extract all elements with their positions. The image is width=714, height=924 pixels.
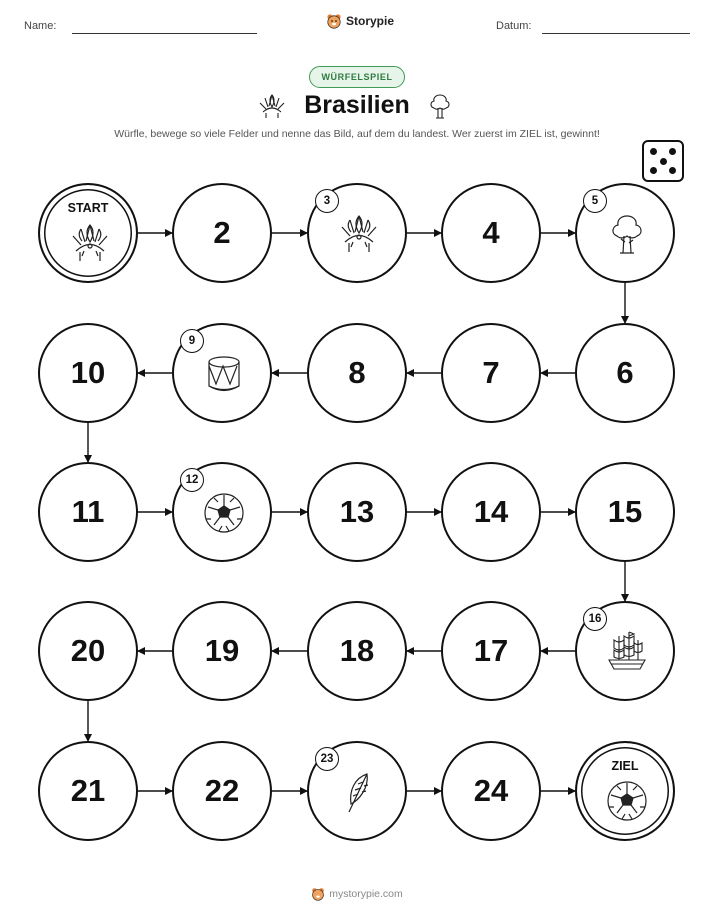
board-field-24[interactable]	[441, 741, 541, 841]
field-number: 11	[71, 494, 105, 529]
board-field-2[interactable]	[172, 183, 272, 283]
board-field-10[interactable]	[38, 323, 138, 423]
field-number: 7	[482, 355, 500, 390]
drum-icon	[202, 352, 246, 396]
field-number-badge: 12	[180, 468, 204, 492]
board-field-7[interactable]	[441, 323, 541, 423]
field-number: 4	[482, 215, 500, 250]
field-number: 17	[473, 633, 509, 668]
field-number: 21	[70, 773, 106, 808]
field-number: 19	[204, 633, 240, 668]
finish-field[interactable]	[575, 741, 675, 841]
brand-name: Storypie	[346, 14, 395, 28]
board-field-8[interactable]	[307, 323, 407, 423]
board-field-4[interactable]	[441, 183, 541, 283]
page-title: Brasilien	[304, 91, 410, 119]
date-label: Datum:	[496, 20, 532, 32]
field-label: START	[67, 201, 109, 215]
field-number: 10	[70, 355, 106, 390]
game-type-badge: WÜRFELSPIEL	[309, 66, 405, 88]
board-field-6[interactable]	[575, 323, 675, 423]
headdress-icon	[337, 212, 381, 256]
start-field[interactable]	[38, 183, 138, 283]
headdress-icon	[68, 221, 112, 265]
soccer-ball-icon	[605, 779, 649, 823]
field-number: 22	[204, 773, 240, 808]
field-number: 15	[607, 494, 643, 529]
board-field-22[interactable]	[172, 741, 272, 841]
tree-icon	[605, 212, 649, 256]
field-number-badge: 3	[315, 189, 339, 213]
footer-url: mystorypie.com	[329, 888, 403, 900]
field-label: ZIEL	[611, 759, 639, 773]
footer	[0, 887, 714, 901]
board-field-21[interactable]	[38, 741, 138, 841]
field-number: 2	[213, 215, 231, 250]
board-field-13[interactable]	[307, 462, 407, 562]
board-field-15[interactable]	[575, 462, 675, 562]
field-number: 20	[70, 633, 106, 668]
feather-icon	[337, 770, 381, 814]
field-number-badge: 5	[583, 189, 607, 213]
field-number: 24	[473, 773, 509, 808]
soccer-ball-icon	[202, 491, 246, 535]
name-label: Name:	[24, 20, 57, 32]
field-number: 8	[348, 355, 366, 390]
field-number-badge: 23	[315, 747, 339, 771]
board-field-18[interactable]	[307, 601, 407, 701]
field-number: 13	[339, 494, 375, 529]
board-field-14[interactable]	[441, 462, 541, 562]
sailing-ship-icon	[605, 630, 649, 674]
field-number: 6	[616, 355, 634, 390]
board-field-11[interactable]	[38, 462, 138, 562]
board-field-20[interactable]	[38, 601, 138, 701]
instructions: Würfle, bewege so viele Felder und nenne das Bild, auf dem du landest. Wer zuerst im ZIEL ist, gewinnt!	[114, 128, 600, 140]
board-field-19[interactable]	[172, 601, 272, 701]
field-number: 18	[339, 633, 375, 668]
field-number: 14	[473, 494, 509, 529]
board-field-17[interactable]	[441, 601, 541, 701]
field-number-badge: 9	[180, 329, 204, 353]
field-number-badge: 16	[583, 607, 607, 631]
bear-logo-icon	[311, 887, 325, 901]
